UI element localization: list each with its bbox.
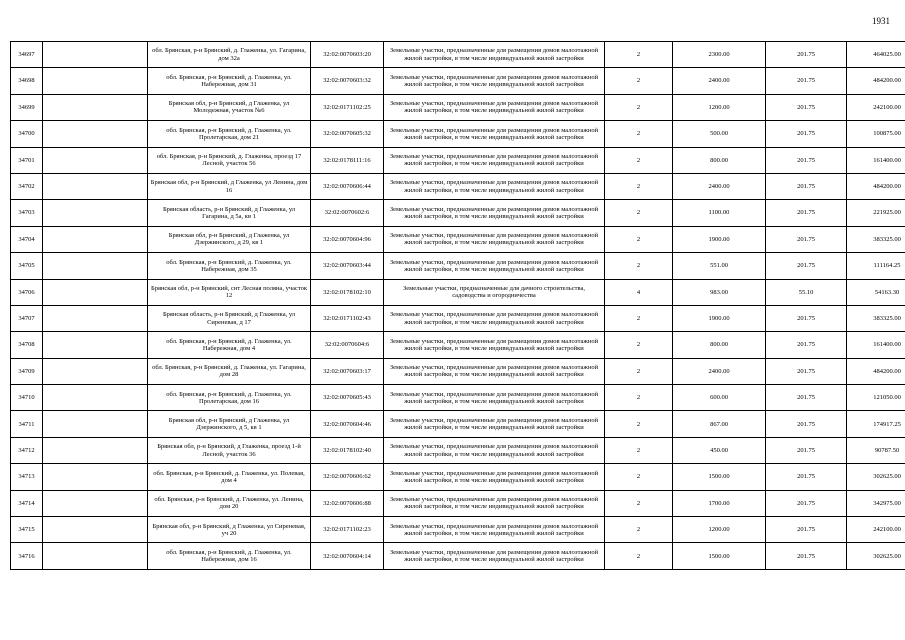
cadastral-value-cell: 302625.00 — [847, 543, 905, 569]
land-purpose-cell: Земельные участки, предназначенные для размещения домов малоэтажной жилой застройки, в том числе индивидуальной жилой застройки — [384, 42, 605, 68]
cadastral-value-cell: 464025.00 — [847, 42, 905, 68]
land-purpose-cell: Земельные участки, предназначенные для размещения домов малоэтажной жилой застройки, в том числе индивидуальной жилой застройки — [384, 490, 605, 516]
specific-value-cell: 201.75 — [766, 517, 847, 543]
specific-value-cell: 201.75 — [766, 464, 847, 490]
table-row — [11, 94, 905, 120]
cadastral-value-cell: 383325.00 — [847, 305, 905, 331]
area-cell: 800.00 — [673, 147, 766, 173]
land-purpose-cell: Земельные участки, предназначенные для размещения домов малоэтажной жилой застройки, в том числе индивидуальной жилой застройки — [384, 173, 605, 199]
row-id-cell: 34704 — [11, 226, 43, 252]
blank-cell — [43, 226, 148, 252]
address-cell: Брянская обл, р-н Брянский, д Глаженка, ул Дзержинского, д 29, кв 1 — [148, 226, 311, 252]
specific-value-cell: 201.75 — [766, 385, 847, 411]
address-cell: Брянская обл, р-н Брянский, д Глаженка, ул Дзержинского, д 5, кв 1 — [148, 411, 311, 437]
specific-value-cell: 201.75 — [766, 358, 847, 384]
land-purpose-cell: Земельные участки, предназначенные для размещения домов малоэтажной жилой застройки, в том числе индивидуальной жилой застройки — [384, 411, 605, 437]
cadastral-number-cell: 32:02:0070606:44 — [311, 173, 384, 199]
group-cell: 2 — [605, 226, 673, 252]
area-cell: 1200.00 — [673, 517, 766, 543]
row-id-cell: 34709 — [11, 358, 43, 384]
cadastral-number-cell: 32:02:0171102:43 — [311, 305, 384, 331]
blank-cell — [43, 305, 148, 331]
land-purpose-cell: Земельные участки, предназначенные для размещения домов малоэтажной жилой застройки, в том числе индивидуальной жилой застройки — [384, 121, 605, 147]
cadastral-number-cell: 32:02:0070602:6 — [311, 200, 384, 226]
row-id-cell: 34712 — [11, 437, 43, 463]
address-cell: обл. Брянская, р-н Брянский, д. Глаженка, ул. Гагарина, дом 28 — [148, 358, 311, 384]
group-cell: 2 — [605, 490, 673, 516]
row-id-cell: 34714 — [11, 490, 43, 516]
table-row — [11, 411, 905, 437]
specific-value-cell: 201.75 — [766, 173, 847, 199]
cadastral-number-cell: 32:02:0070605:32 — [311, 121, 384, 147]
table-row — [11, 464, 905, 490]
group-cell: 2 — [605, 68, 673, 94]
cadastral-number-cell: 32:02:0171102:25 — [311, 94, 384, 120]
blank-cell — [43, 42, 148, 68]
cadastral-number-cell: 32:02:0070606:62 — [311, 464, 384, 490]
area-cell: 867.00 — [673, 411, 766, 437]
land-purpose-cell: Земельные участки, предназначенные для размещения домов малоэтажной жилой застройки, в том числе индивидуальной жилой застройки — [384, 437, 605, 463]
address-cell: обл. Брянская, р-н Брянский, д. Глаженка, ул. Набережная, дом 4 — [148, 332, 311, 358]
area-cell: 983.00 — [673, 279, 766, 305]
table-row — [11, 253, 905, 279]
land-purpose-cell: Земельные участки, предназначенные для размещения домов малоэтажной жилой застройки, в том числе индивидуальной жилой застройки — [384, 358, 605, 384]
area-cell: 2300.00 — [673, 42, 766, 68]
cadastral-value-cell: 484200.00 — [847, 358, 905, 384]
specific-value-cell: 201.75 — [766, 411, 847, 437]
cadastral-number-cell: 32:02:0171102:23 — [311, 517, 384, 543]
table-row — [11, 490, 905, 516]
specific-value-cell: 201.75 — [766, 121, 847, 147]
row-id-cell: 34706 — [11, 279, 43, 305]
specific-value-cell: 201.75 — [766, 42, 847, 68]
table-row — [11, 226, 905, 252]
land-purpose-cell: Земельные участки, предназначенные для размещения домов малоэтажной жилой застройки, в том числе индивидуальной жилой застройки — [384, 332, 605, 358]
group-cell: 2 — [605, 94, 673, 120]
specific-value-cell: 201.75 — [766, 147, 847, 173]
table-row — [11, 200, 905, 226]
table-row — [11, 543, 905, 569]
land-purpose-cell: Земельные участки, предназначенные для размещения домов малоэтажной жилой застройки, в том числе индивидуальной жилой застройки — [384, 94, 605, 120]
table-row — [11, 358, 905, 384]
address-cell: обл. Брянская, р-н Брянский, д. Глаженка, ул. Гагарина, дом 32а — [148, 42, 311, 68]
land-purpose-cell: Земельные участки, предназначенные для размещения домов малоэтажной жилой застройки, в том числе индивидуальной жилой застройки — [384, 68, 605, 94]
cadastral-number-cell: 32:02:0178102:10 — [311, 279, 384, 305]
table-row — [11, 279, 905, 305]
cadastral-value-cell: 100875.00 — [847, 121, 905, 147]
row-id-cell: 34697 — [11, 42, 43, 68]
blank-cell — [43, 543, 148, 569]
area-cell: 551.00 — [673, 253, 766, 279]
area-cell: 600.00 — [673, 385, 766, 411]
land-purpose-cell: Земельные участки, предназначенные для размещения домов малоэтажной жилой застройки, в том числе индивидуальной жилой застройки — [384, 543, 605, 569]
area-cell: 2400.00 — [673, 68, 766, 94]
cadastral-value-cell: 484200.00 — [847, 68, 905, 94]
land-purpose-cell: Земельные участки, предназначенные для размещения домов малоэтажной жилой застройки, в том числе индивидуальной жилой застройки — [384, 253, 605, 279]
specific-value-cell: 201.75 — [766, 332, 847, 358]
specific-value-cell: 201.75 — [766, 94, 847, 120]
blank-cell — [43, 411, 148, 437]
specific-value-cell: 201.75 — [766, 200, 847, 226]
blank-cell — [43, 147, 148, 173]
specific-value-cell: 201.75 — [766, 253, 847, 279]
cadastral-value-cell: 111164.25 — [847, 253, 905, 279]
table-row — [11, 305, 905, 331]
row-id-cell: 34700 — [11, 121, 43, 147]
group-cell: 2 — [605, 411, 673, 437]
cadastral-number-cell: 32:02:0070604:6 — [311, 332, 384, 358]
blank-cell — [43, 94, 148, 120]
table-row — [11, 332, 905, 358]
area-cell: 800.00 — [673, 332, 766, 358]
group-cell: 2 — [605, 332, 673, 358]
cadastral-number-cell: 32:02:0070606:88 — [311, 490, 384, 516]
cadastral-value-cell: 302625.00 — [847, 464, 905, 490]
page-number: 1931 — [872, 16, 890, 26]
address-cell: обл. Брянская, р-н Брянский, д. Глаженка, ул. Набережная, дом 31 — [148, 68, 311, 94]
cadastral-number-cell: 32:02:0178102:40 — [311, 437, 384, 463]
specific-value-cell: 201.75 — [766, 226, 847, 252]
group-cell: 2 — [605, 543, 673, 569]
cadastral-value-cell: 121050.00 — [847, 385, 905, 411]
group-cell: 2 — [605, 464, 673, 490]
blank-cell — [43, 517, 148, 543]
land-purpose-cell: Земельные участки, предназначенные для размещения домов малоэтажной жилой застройки, в том числе индивидуальной жилой застройки — [384, 464, 605, 490]
cadastral-number-cell: 32:02:0070604:46 — [311, 411, 384, 437]
address-cell: Брянская обл, р-н Брянский, д Глаженка, ул Сиреневая, уч 20 — [148, 517, 311, 543]
blank-cell — [43, 279, 148, 305]
specific-value-cell: 201.75 — [766, 437, 847, 463]
address-cell: обл. Брянская, р-н Брянский, д. Глаженка, ул. Полевая, дом 4 — [148, 464, 311, 490]
address-cell: обл. Брянская, р-н Брянский, д. Глаженка, ул. Пролетарская, дом 16 — [148, 385, 311, 411]
blank-cell — [43, 464, 148, 490]
specific-value-cell: 201.75 — [766, 490, 847, 516]
area-cell: 500.00 — [673, 121, 766, 147]
land-plots-table — [10, 41, 905, 570]
address-cell: Брянская обл, р-н Брянский, д Глаженка, проезд 1-й Лесной, участок 36 — [148, 437, 311, 463]
address-cell: Брянская обл, р-н Брянский, д Глаженка, ул Ленина, дом 16 — [148, 173, 311, 199]
cadastral-number-cell: 32:02:0070603:32 — [311, 68, 384, 94]
land-purpose-cell: Земельные участки, предназначенные для размещения домов малоэтажной жилой застройки, в том числе индивидуальной жилой застройки — [384, 226, 605, 252]
cadastral-number-cell: 32:02:0070605:43 — [311, 385, 384, 411]
row-id-cell: 34701 — [11, 147, 43, 173]
cadastral-number-cell: 32:02:0178111:16 — [311, 147, 384, 173]
row-id-cell: 34710 — [11, 385, 43, 411]
address-cell: обл. Брянская, р-н Брянский, д. Глаженка, ул. Набережная, дом 16 — [148, 543, 311, 569]
blank-cell — [43, 358, 148, 384]
row-id-cell: 34703 — [11, 200, 43, 226]
area-cell: 1100.00 — [673, 200, 766, 226]
cadastral-number-cell: 32:02:0070604:96 — [311, 226, 384, 252]
area-cell: 1900.00 — [673, 305, 766, 331]
address-cell: Брянская обл, р-н Брянский, д Глаженка, ул Молодежная, участок №6 — [148, 94, 311, 120]
area-cell: 1500.00 — [673, 464, 766, 490]
cadastral-value-cell: 54163.30 — [847, 279, 905, 305]
address-cell: обл. Брянская, р-н Брянский, д. Глаженка, ул. Набережная, дом 35 — [148, 253, 311, 279]
cadastral-value-cell: 484200.00 — [847, 173, 905, 199]
table-row — [11, 147, 905, 173]
group-cell: 2 — [605, 358, 673, 384]
land-purpose-cell: Земельные участки, предназначенные для дачного строительства, садоводства и огородничества — [384, 279, 605, 305]
table-body — [11, 42, 905, 570]
specific-value-cell: 55.10 — [766, 279, 847, 305]
address-cell: Брянская область, р-н Брянский, д Глаженка, ул Гагарина, д 5а, кв 1 — [148, 200, 311, 226]
blank-cell — [43, 490, 148, 516]
blank-cell — [43, 121, 148, 147]
address-cell: обл. Брянская, р-н Брянский, д. Глаженка, ул. Ленина, дом 20 — [148, 490, 311, 516]
group-cell: 2 — [605, 305, 673, 331]
group-cell: 4 — [605, 279, 673, 305]
table-row — [11, 42, 905, 68]
area-cell: 2400.00 — [673, 358, 766, 384]
group-cell: 2 — [605, 147, 673, 173]
land-purpose-cell: Земельные участки, предназначенные для размещения домов малоэтажной жилой застройки, в том числе индивидуальной жилой застройки — [384, 305, 605, 331]
cadastral-value-cell: 242100.00 — [847, 517, 905, 543]
blank-cell — [43, 173, 148, 199]
group-cell: 2 — [605, 517, 673, 543]
cadastral-number-cell: 32:02:0070603:17 — [311, 358, 384, 384]
table-row — [11, 517, 905, 543]
row-id-cell: 34705 — [11, 253, 43, 279]
group-cell: 2 — [605, 173, 673, 199]
group-cell: 2 — [605, 253, 673, 279]
table-row — [11, 385, 905, 411]
blank-cell — [43, 385, 148, 411]
table-row — [11, 68, 905, 94]
area-cell: 1900.00 — [673, 226, 766, 252]
table-row — [11, 173, 905, 199]
area-cell: 2400.00 — [673, 173, 766, 199]
row-id-cell: 34702 — [11, 173, 43, 199]
group-cell: 2 — [605, 42, 673, 68]
area-cell: 1200.00 — [673, 94, 766, 120]
cadastral-value-cell: 342975.00 — [847, 490, 905, 516]
group-cell: 2 — [605, 385, 673, 411]
cadastral-value-cell: 383325.00 — [847, 226, 905, 252]
land-purpose-cell: Земельные участки, предназначенные для размещения домов малоэтажной жилой застройки, в том числе индивидуальной жилой застройки — [384, 385, 605, 411]
cadastral-value-cell: 161400.00 — [847, 332, 905, 358]
address-cell: Брянская область, р-н Брянский, д Глаженка, ул Сиреневая, д 17 — [148, 305, 311, 331]
land-purpose-cell: Земельные участки, предназначенные для размещения домов малоэтажной жилой застройки, в том числе индивидуальной жилой застройки — [384, 200, 605, 226]
row-id-cell: 34707 — [11, 305, 43, 331]
land-purpose-cell: Земельные участки, предназначенные для размещения домов малоэтажной жилой застройки, в том числе индивидуальной жилой застройки — [384, 147, 605, 173]
cadastral-value-cell: 161400.00 — [847, 147, 905, 173]
cadastral-number-cell: 32:02:0070603:44 — [311, 253, 384, 279]
row-id-cell: 34713 — [11, 464, 43, 490]
cadastral-value-cell: 174917.25 — [847, 411, 905, 437]
cadastral-number-cell: 32:02:0070604:14 — [311, 543, 384, 569]
specific-value-cell: 201.75 — [766, 305, 847, 331]
row-id-cell: 34716 — [11, 543, 43, 569]
table-row — [11, 437, 905, 463]
blank-cell — [43, 437, 148, 463]
row-id-cell: 34698 — [11, 68, 43, 94]
group-cell: 2 — [605, 121, 673, 147]
address-cell: Брянская обл, р-н Брянский, снт Лесная поляна, участок 12 — [148, 279, 311, 305]
cadastral-value-cell: 221925.00 — [847, 200, 905, 226]
address-cell: обл. Брянская, р-н Брянский, д. Глаженка, проезд 17 Лесной, участок 56 — [148, 147, 311, 173]
row-id-cell: 34708 — [11, 332, 43, 358]
cadastral-value-cell: 90787.50 — [847, 437, 905, 463]
table-row — [11, 121, 905, 147]
row-id-cell: 34715 — [11, 517, 43, 543]
specific-value-cell: 201.75 — [766, 68, 847, 94]
address-cell: обл. Брянская, р-н Брянский, д. Глаженка, ул. Пролетарская, дом 21 — [148, 121, 311, 147]
area-cell: 1500.00 — [673, 543, 766, 569]
row-id-cell: 34711 — [11, 411, 43, 437]
row-id-cell: 34699 — [11, 94, 43, 120]
group-cell: 2 — [605, 200, 673, 226]
land-purpose-cell: Земельные участки, предназначенные для размещения домов малоэтажной жилой застройки, в том числе индивидуальной жилой застройки — [384, 517, 605, 543]
blank-cell — [43, 68, 148, 94]
blank-cell — [43, 200, 148, 226]
cadastral-number-cell: 32:02:0070603:20 — [311, 42, 384, 68]
group-cell: 2 — [605, 437, 673, 463]
blank-cell — [43, 332, 148, 358]
area-cell: 1700.00 — [673, 490, 766, 516]
cadastral-value-cell: 242100.00 — [847, 94, 905, 120]
area-cell: 450.00 — [673, 437, 766, 463]
specific-value-cell: 201.75 — [766, 543, 847, 569]
blank-cell — [43, 253, 148, 279]
